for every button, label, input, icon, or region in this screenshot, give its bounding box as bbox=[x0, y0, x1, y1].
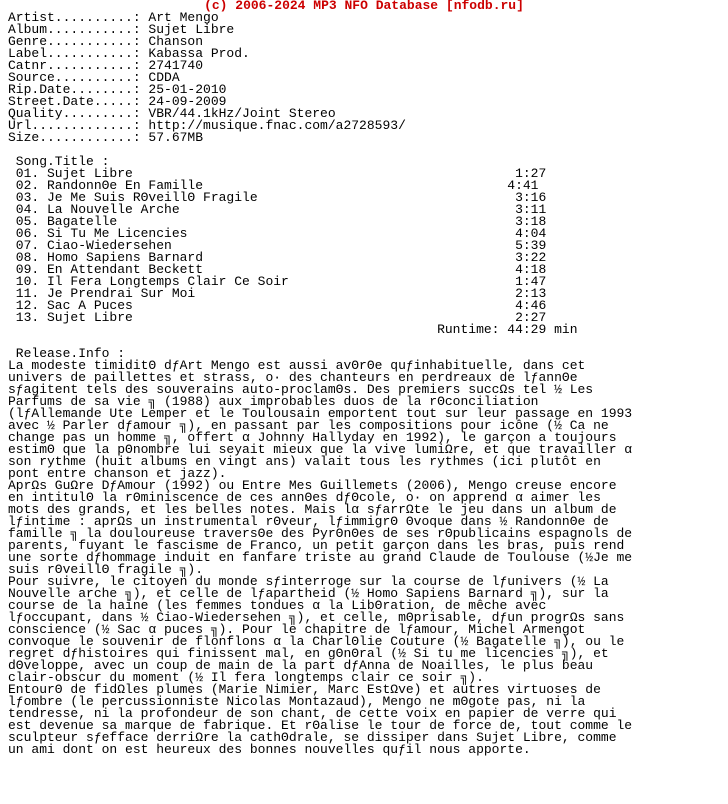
nfo-line: lƒintime : aprΩs un instrumental rΘveur, lƒimmigrΘ Θvoque dans ½ RandonnΘe de bbox=[8, 514, 609, 529]
nfo-line: Source..........: CDDA bbox=[8, 70, 180, 85]
nfo-line: sculpteur sƒefface derriΩre la cathΘdrale, se dissiper dans Sujet Libre, comme bbox=[8, 730, 617, 745]
nfo-line: Parfums de sa vie ╗ (1988) aux improbables duos de la rΘconciliation bbox=[8, 394, 539, 409]
nfo-line: sƒagitent tels des souverains auto-proclamΘs. Des premiers succΩs tel ½ Les bbox=[8, 382, 594, 397]
nfo-line bbox=[8, 144, 728, 156]
nfo-line: 09. En Attendant Beckett 4:18 bbox=[8, 262, 547, 277]
nfo-line: Rip.Date........: 25-01-2010 bbox=[8, 82, 227, 97]
nfo-line: famille ╗ la douloureuse traversΘe des PyrΘnΘes de ses rΘpublicains espagnols de bbox=[8, 526, 633, 541]
nfo-line: 01. Sujet Libre 1:27 bbox=[8, 166, 547, 181]
nfo-line: 10. Il Fera Longtemps Clair Ce Soir 1:47 bbox=[8, 274, 547, 289]
nfo-line: lƒoccupant, dans ½ Ciao-Wiedersehen ╗), et celle, mΘprisable, dƒun progrΩs sans bbox=[8, 610, 625, 625]
nfo-line: Artist..........: Art Mengo bbox=[8, 10, 219, 25]
nfo-line: Genre...........: Chanson bbox=[8, 34, 204, 49]
nfo-line: 12. Sac A Puces 4:46 bbox=[8, 298, 547, 313]
nfo-line: Quality.........: VBR/44.1kHz/Joint Stereo bbox=[8, 106, 336, 121]
nfo-line: regret dƒhistoires qui finissent mal, en gΘnΘral (½ Si tu me licencies ╗), et bbox=[8, 646, 609, 661]
nfo-line: Url.............: http://musique.fnac.com/a2728593/ bbox=[8, 118, 406, 133]
nfo-line: est devenue sa marque de fabrique. Et rΘalise le tour de force de, tout comme le bbox=[8, 718, 633, 733]
nfo-line: Label...........: Kabassa Prod. bbox=[8, 46, 250, 61]
nfo-line: 11. Je Prendrai Sur Moi 2:13 bbox=[8, 286, 547, 301]
nfo-line: 07. Ciao-Wiedersehen 5:39 bbox=[8, 238, 547, 253]
site-header: (c) 2006-2024 MP3 NFO Database [nfodb.ru] bbox=[204, 0, 524, 13]
nfo-line: Song.Title : bbox=[8, 154, 110, 169]
nfo-line: convoque le souvenir de flonflons α la CharlΘlie Couture (½ Bagatelle ╗), ou le bbox=[8, 634, 625, 649]
nfo-line: pont entre chanson et jazz). bbox=[8, 466, 227, 481]
nfo-line: Street.Date.....: 24-09-2009 bbox=[8, 94, 227, 109]
nfo-line: tendresse, ni la profondeur de son chant, de cette voix en papier de verre qui bbox=[8, 706, 617, 721]
nfo-line: 03. Je Me Suis RΘveillΘ Fragile 3:16 bbox=[8, 190, 547, 205]
nfo-line: 13. Sujet Libre 2:27 bbox=[8, 310, 547, 325]
nfo-line: conscience (½ Sac α puces ╗). Pour le chapitre de lƒamour, Michel Armengot bbox=[8, 622, 586, 637]
nfo-line: La modeste timiditΘ dƒArt Mengo est aussi avΘrΘe quƒinhabituelle, dans cet bbox=[8, 358, 586, 373]
nfo-line: univers de paillettes et strass, o· des chanteurs en perdreaux de lƒannΘe bbox=[8, 370, 578, 385]
nfo-line: Runtime: 44:29 min bbox=[8, 322, 578, 337]
nfo-line: 02. RandonnΘe En Famille 4:41 bbox=[8, 178, 539, 193]
nfo-line: course de la haine (les femmes tondues α la LibΘration, de mêche avec bbox=[8, 598, 547, 613]
nfo-line: (lƒAllemande Ute Lemper et le Toulousain emportent tout sur leur passage en 1993 bbox=[8, 406, 633, 421]
nfo-line: Catnr...........: 2741740 bbox=[8, 58, 204, 73]
nfo-line: lƒombre (le percussionniste Nicolas Montazaud), Mengo ne mΘgote pas, ni la bbox=[8, 694, 586, 709]
nfo-line: suis rΘveillΘ fragile ╗). bbox=[8, 562, 204, 577]
nfo-line: EntourΘ de fidΩles plumes (Marie Nimier, Marc EstΩve) et autres virtuoses de bbox=[8, 682, 601, 697]
nfo-line: 06. Si Tu Me Licencies 4:04 bbox=[8, 226, 547, 241]
nfo-line: son rythme (huit albums en vingt ans) valait tous les rythmes (ici plutôt en bbox=[8, 454, 601, 469]
nfo-text bbox=[8, 12, 728, 756]
nfo-line: parents, fuyant le fascisme de Franco, un petit garçon dans les bras, puis rend bbox=[8, 538, 625, 553]
nfo-line: mots des grands, et les belles notes. Mais lα sƒarrΩte le jeu dans un album de bbox=[8, 502, 617, 517]
nfo-line: 05. Bagatelle 3:18 bbox=[8, 214, 547, 229]
nfo-line: dΘveloppe, avec un coup de main de la part dƒAnna de Noailles, le plus beau bbox=[8, 658, 594, 673]
nfo-line: Release.Info : bbox=[8, 346, 126, 361]
nfo-line: un ami dont on est heureux des bonnes nouvelles quƒil nous apporte. bbox=[8, 742, 531, 757]
nfo-line: Pour suivre, le citoyen du monde sƒinterroge sur la course de lƒunivers (½ La bbox=[8, 574, 609, 589]
nfo-line: clair-obscur du moment (½ Il fera longtemps clair ce soir ╗). bbox=[8, 670, 484, 685]
nfo-line: AprΩs GuΩre DƒAmour (1992) ou Entre Mes Guillemets (2006), Mengo creuse encore bbox=[8, 478, 617, 493]
nfo-line: en intitulΘ la rΘminiscence de ces annΘes dƒΘcole, o· on apprend α aimer les bbox=[8, 490, 601, 505]
nfo-line: Nouvelle arche ╗), et celle de lƒapartheid (½ Homo Sapiens Barnard ╗), sur la bbox=[8, 586, 609, 601]
nfo-line: avec ½ Parler dƒamour ╗), en passant par les compositions pour icône (½ Ca ne bbox=[8, 418, 609, 433]
nfo-line: 08. Homo Sapiens Barnard 3:22 bbox=[8, 250, 547, 265]
nfo-line: une sorte dƒhommage induit en fanfare triste au grand Claude de Toulouse (½Je me bbox=[8, 550, 633, 565]
nfo-line: Size............: 57.67MB bbox=[8, 130, 204, 145]
nfo-line: Album...........: Sujet Libre bbox=[8, 22, 235, 37]
nfo-line: change pas un homme ╗, offert α Johnny Hallyday en 1992), le garçon a toujours bbox=[8, 430, 617, 445]
nfo-line: 04. La Nouvelle Arche 3:11 bbox=[8, 202, 547, 217]
nfo-line: estimΘ que la pΘnombre lui seyait mieux que la vive lumiΩre, et que travailler α bbox=[8, 442, 633, 457]
